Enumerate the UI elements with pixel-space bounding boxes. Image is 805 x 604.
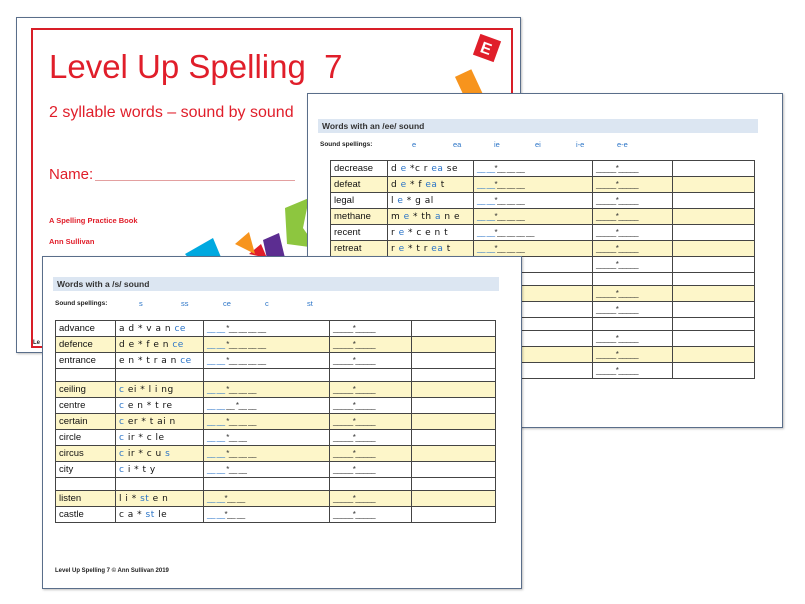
answer-blank[interactable]: __ __*__ __ __ (477, 244, 525, 253)
highlighted-grapheme: c (119, 433, 125, 443)
table-row (56, 491, 496, 507)
sound-segments-cell (116, 446, 204, 462)
write-cell (673, 302, 755, 318)
highlighted-grapheme: s (165, 449, 171, 459)
highlighted-grapheme: e (397, 180, 410, 190)
sound-blanks-cell (474, 225, 593, 241)
segmented-word (119, 510, 167, 520)
grapheme: e n (149, 494, 169, 504)
sound-blanks-cell (474, 241, 593, 257)
word-cell: defeat (331, 177, 388, 193)
sound-segments-cell (116, 414, 204, 430)
sound-segments-cell (388, 161, 474, 177)
write-cell (673, 257, 755, 273)
segmented-word (119, 401, 173, 411)
sound-blanks-cell (204, 507, 330, 523)
write-cell (412, 446, 496, 462)
segmented-word (119, 385, 174, 395)
write-cell (412, 382, 496, 398)
write-cell (673, 193, 755, 209)
cover-subtitle: 2 syllable words – sound by sound (49, 104, 294, 121)
highlighted-grapheme: st (140, 494, 150, 504)
write-cell (412, 337, 496, 353)
cover-title: Level Up Spelling 7 (49, 48, 343, 85)
grapheme: d (391, 180, 398, 190)
answer-blank[interactable]: _____*_____ (596, 196, 639, 205)
sound-spelling-item: ie (494, 140, 500, 149)
answer-blank[interactable]: __ __ __ *__ __ (207, 401, 257, 410)
word-cell: decrease (331, 161, 388, 177)
word-cell: entrance (56, 353, 116, 369)
answer-blank[interactable]: _____*_____ (596, 289, 639, 298)
sound-segments-cell (388, 209, 474, 225)
syllable-blanks-cell (330, 353, 412, 369)
sound-spelling-item: e (412, 140, 417, 149)
answer-blank[interactable]: __ __*__ __ (207, 510, 245, 519)
segmented-word (391, 164, 458, 174)
write-cell (673, 225, 755, 241)
syllable-blanks-cell (330, 398, 412, 414)
empty-cell (330, 478, 412, 491)
sound-spelling-item: ea (453, 140, 462, 149)
word-cell: centre (56, 398, 116, 414)
highlighted-grapheme: e (394, 196, 407, 206)
segmented-word (391, 212, 460, 222)
table-row (331, 209, 755, 225)
answer-blank[interactable]: __ __ *__ __ __ (207, 385, 257, 394)
empty-cell (673, 273, 755, 286)
empty-cell (56, 478, 116, 491)
write-cell (412, 507, 496, 523)
empty-cell (204, 369, 330, 382)
word-cell: listen (56, 491, 116, 507)
sound-spelling-item: ei (535, 140, 541, 149)
answer-blank[interactable]: _____*_____ (596, 305, 639, 314)
sound-blanks-cell (204, 462, 330, 478)
grapheme: *c r (409, 164, 432, 174)
answer-blank[interactable]: _____*_____ (333, 340, 376, 349)
name-line (95, 180, 295, 181)
sound-blanks-cell (204, 491, 330, 507)
word-cell: certain (56, 414, 116, 430)
word-cell: advance (56, 321, 116, 337)
svg-text:E: E (477, 39, 494, 59)
sound-segments-cell (116, 430, 204, 446)
syllable-blanks-cell (593, 286, 673, 302)
grapheme: r (391, 244, 396, 254)
write-cell (673, 241, 755, 257)
empty-cell (116, 478, 204, 491)
answer-blank[interactable]: _____*_____ (333, 494, 376, 503)
answer-blank[interactable]: _____*_____ (333, 510, 376, 519)
write-cell (673, 363, 755, 379)
spelling-table (55, 320, 496, 523)
worksheet-heading: Words with an /ee/ sound (318, 119, 758, 133)
sound-segments-cell (116, 398, 204, 414)
syllable-blanks-cell (593, 193, 673, 209)
grapheme: m (391, 212, 401, 222)
answer-blank[interactable]: __ __*__ __ (207, 494, 245, 503)
highlighted-grapheme: e (397, 164, 410, 174)
sound-blanks-cell (474, 209, 593, 225)
answer-blank[interactable]: __ __*__ __ __ (477, 196, 525, 205)
syllable-blanks-cell (330, 462, 412, 478)
grapheme: se (443, 164, 459, 174)
highlighted-grapheme: c (119, 449, 125, 459)
sound-spellings-label: Sound spellings: (55, 300, 108, 307)
highlighted-grapheme: e (400, 212, 414, 222)
answer-blank[interactable]: __ __ *__ __ (207, 465, 247, 474)
empty-cell (593, 318, 673, 331)
highlighted-grapheme: ea (431, 244, 444, 254)
syllable-blanks-cell (330, 382, 412, 398)
table-row (331, 241, 755, 257)
grapheme: l i * (119, 494, 141, 504)
write-cell (673, 209, 755, 225)
highlighted-grapheme: ea (425, 180, 438, 190)
table-row (56, 462, 496, 478)
write-cell (412, 491, 496, 507)
highlighted-grapheme: c (119, 417, 125, 427)
footer: Level Up Spelling 7 © Ann Sullivan 2019 (55, 568, 169, 574)
answer-blank[interactable]: _____*_____ (596, 212, 639, 221)
sound-segments-cell (116, 353, 204, 369)
word-cell: defence (56, 337, 116, 353)
highlighted-grapheme: c (119, 465, 125, 475)
sound-blanks-cell (204, 321, 330, 337)
grapheme: ei * l i ng (124, 385, 174, 395)
worksheet-heading: Words with a /s/ sound (53, 277, 499, 291)
write-cell (412, 462, 496, 478)
sound-segments-cell (116, 337, 204, 353)
answer-blank[interactable]: _____*_____ (333, 465, 376, 474)
write-cell (673, 177, 755, 193)
sound-segments-cell (388, 225, 474, 241)
sound-blanks-cell (204, 430, 330, 446)
grapheme: ir * c u (124, 449, 166, 459)
empty-cell (673, 318, 755, 331)
answer-blank[interactable]: __ __*__ __ __ (477, 180, 525, 189)
empty-cell (412, 369, 496, 382)
empty-cell (412, 478, 496, 491)
grapheme: t (443, 244, 451, 254)
empty-cell (330, 369, 412, 382)
sound-spelling-item: ss (181, 299, 189, 308)
sound-blanks-cell (474, 177, 593, 193)
sound-blanks-cell (204, 382, 330, 398)
empty-cell (56, 369, 116, 382)
answer-blank[interactable]: __ __*__ __ __ (477, 212, 525, 221)
answer-blank[interactable]: __ __ *__ __ __ (207, 417, 257, 426)
sound-spelling-item: c (265, 299, 269, 308)
highlighted-grapheme: a (435, 212, 442, 222)
table-row (56, 446, 496, 462)
grapheme: n e (441, 212, 460, 222)
table-row (56, 321, 496, 337)
grapheme: d (391, 164, 398, 174)
word-cell: ceiling (56, 382, 116, 398)
grapheme: a d * v a n (119, 324, 175, 334)
answer-blank[interactable]: __ __*__ __ __ __ (477, 228, 534, 237)
grapheme: * t r (407, 244, 432, 254)
highlighted-grapheme: e (395, 244, 408, 254)
write-cell (412, 353, 496, 369)
cover-author: Ann Sullivan (49, 237, 95, 246)
write-cell (673, 286, 755, 302)
segmented-word (391, 180, 445, 190)
table-row (56, 414, 496, 430)
sound-spelling-item: e-e (617, 140, 628, 149)
word-cell: retreat (331, 241, 388, 257)
sound-segments-cell (388, 193, 474, 209)
grapheme: d e * f e n (119, 340, 173, 350)
grapheme: l (391, 196, 395, 206)
table-row (331, 193, 755, 209)
table-row (56, 382, 496, 398)
sound-spelling-item: i-e (576, 140, 585, 149)
book-label: A Spelling Practice Book (49, 216, 138, 225)
empty-cell (593, 273, 673, 286)
table-row (331, 161, 755, 177)
syllable-blanks-cell (330, 507, 412, 523)
sound-segments-cell (116, 462, 204, 478)
sound-spellings-label: Sound spellings: (320, 141, 373, 148)
answer-blank[interactable]: _____*_____ (333, 385, 376, 394)
syllable-blanks-cell (593, 302, 673, 318)
sound-blanks-cell (204, 414, 330, 430)
highlighted-grapheme: ce (174, 324, 186, 334)
sound-segments-cell (116, 382, 204, 398)
answer-blank[interactable]: __ __*__ __ __ (477, 164, 525, 173)
grapheme: r (391, 228, 396, 238)
write-cell (673, 161, 755, 177)
sound-spelling-item: st (307, 299, 313, 308)
answer-blank[interactable]: _____*_____ (596, 228, 639, 237)
syllable-blanks-cell (593, 331, 673, 347)
grapheme: t (437, 180, 445, 190)
table-gap-row (56, 478, 496, 491)
answer-blank[interactable]: _____*_____ (333, 433, 376, 442)
syllable-blanks-cell (593, 177, 673, 193)
write-cell (673, 347, 755, 363)
sound-segments-cell (116, 321, 204, 337)
empty-cell (116, 369, 204, 382)
answer-blank[interactable]: _____*_____ (596, 366, 639, 375)
answer-blank[interactable]: _____*_____ (333, 449, 376, 458)
segmented-word (391, 228, 448, 238)
answer-blank[interactable]: _____*_____ (333, 417, 376, 426)
syllable-blanks-cell (330, 446, 412, 462)
highlighted-grapheme: e (395, 228, 408, 238)
syllable-blanks-cell (593, 363, 673, 379)
segmented-word (391, 196, 434, 206)
answer-blank[interactable]: _____*_____ (596, 260, 639, 269)
grapheme: * f (409, 180, 426, 190)
grapheme: e n * t re (124, 401, 173, 411)
segmented-word (119, 340, 184, 350)
word-cell: city (56, 462, 116, 478)
syllable-blanks-cell (593, 161, 673, 177)
sound-blanks-cell (204, 446, 330, 462)
highlighted-grapheme: ea (431, 164, 444, 174)
syllable-blanks-cell (593, 225, 673, 241)
grapheme: * g al (406, 196, 434, 206)
cover-edge-text: Le (33, 340, 41, 346)
worksheet-s (42, 256, 522, 589)
word-cell: circus (56, 446, 116, 462)
syllable-blanks-cell (593, 257, 673, 273)
answer-blank[interactable]: _____*_____ (333, 356, 376, 365)
segmented-word (119, 465, 156, 475)
highlighted-grapheme: ce (180, 356, 192, 366)
grapheme: c a * (119, 510, 146, 520)
grapheme: * th (413, 212, 436, 222)
grapheme: e n * t r a n (119, 356, 181, 366)
write-cell (412, 430, 496, 446)
sound-spelling-item: ce (223, 299, 231, 308)
grapheme: * c e n t (407, 228, 449, 238)
answer-blank[interactable]: __ __ *__ __ __ (207, 449, 257, 458)
table-gap-row (56, 369, 496, 382)
sound-segments-cell (116, 491, 204, 507)
table-row (56, 507, 496, 523)
segmented-word (119, 449, 170, 459)
sound-segments-cell (388, 177, 474, 193)
sound-blanks-cell (204, 398, 330, 414)
segmented-word (119, 417, 176, 427)
sound-segments-cell (116, 507, 204, 523)
answer-blank[interactable]: _____*_____ (333, 401, 376, 410)
answer-blank[interactable]: __ __ *__ __ __ __ (207, 356, 266, 365)
word-cell: legal (331, 193, 388, 209)
highlighted-grapheme: c (119, 385, 125, 395)
grapheme: i * t y (124, 465, 156, 475)
segmented-word (119, 494, 168, 504)
empty-cell (204, 478, 330, 491)
name-label: Name: (49, 166, 94, 183)
write-cell (673, 331, 755, 347)
syllable-blanks-cell (330, 430, 412, 446)
word-cell: castle (56, 507, 116, 523)
sound-blanks-cell (204, 353, 330, 369)
answer-blank[interactable]: __ __ *__ __ __ __ (207, 324, 266, 333)
table-row (56, 353, 496, 369)
sound-blanks-cell (474, 193, 593, 209)
syllable-blanks-cell (593, 241, 673, 257)
grapheme: ir * c le (124, 433, 165, 443)
syllable-blanks-cell (330, 337, 412, 353)
sound-segments-cell (388, 241, 474, 257)
answer-blank[interactable]: _____*_____ (596, 244, 639, 253)
table-row (331, 225, 755, 241)
syllable-blanks-cell (330, 491, 412, 507)
sound-blanks-cell (204, 337, 330, 353)
sound-spelling-item: s (139, 299, 143, 308)
sound-blanks-cell (474, 161, 593, 177)
answer-blank[interactable]: _____*_____ (596, 334, 639, 343)
answer-blank[interactable]: _____*_____ (596, 164, 639, 173)
table-row (56, 398, 496, 414)
grapheme: le (154, 510, 168, 520)
word-cell: recent (331, 225, 388, 241)
segmented-word (391, 244, 451, 254)
answer-blank[interactable]: __ __ *__ __ (207, 433, 247, 442)
highlighted-grapheme: c (119, 401, 125, 411)
table-row (331, 177, 755, 193)
grapheme: er * t ai n (124, 417, 176, 427)
syllable-blanks-cell (330, 414, 412, 430)
answer-blank[interactable]: _____*_____ (596, 350, 639, 359)
answer-blank[interactable]: _____*_____ (596, 180, 639, 189)
segmented-word (119, 356, 192, 366)
syllable-blanks-cell (593, 209, 673, 225)
segmented-word (119, 433, 165, 443)
word-cell: circle (56, 430, 116, 446)
syllable-blanks-cell (593, 347, 673, 363)
answer-blank[interactable]: _____*_____ (333, 324, 376, 333)
write-cell (412, 398, 496, 414)
table-row (56, 430, 496, 446)
write-cell (412, 321, 496, 337)
highlighted-grapheme: ce (172, 340, 184, 350)
syllable-blanks-cell (330, 321, 412, 337)
answer-blank[interactable]: __ __ *__ __ __ __ (207, 340, 266, 349)
word-cell: methane (331, 209, 388, 225)
table-row (56, 337, 496, 353)
highlighted-grapheme: st (145, 510, 155, 520)
write-cell (412, 414, 496, 430)
segmented-word (119, 324, 186, 334)
